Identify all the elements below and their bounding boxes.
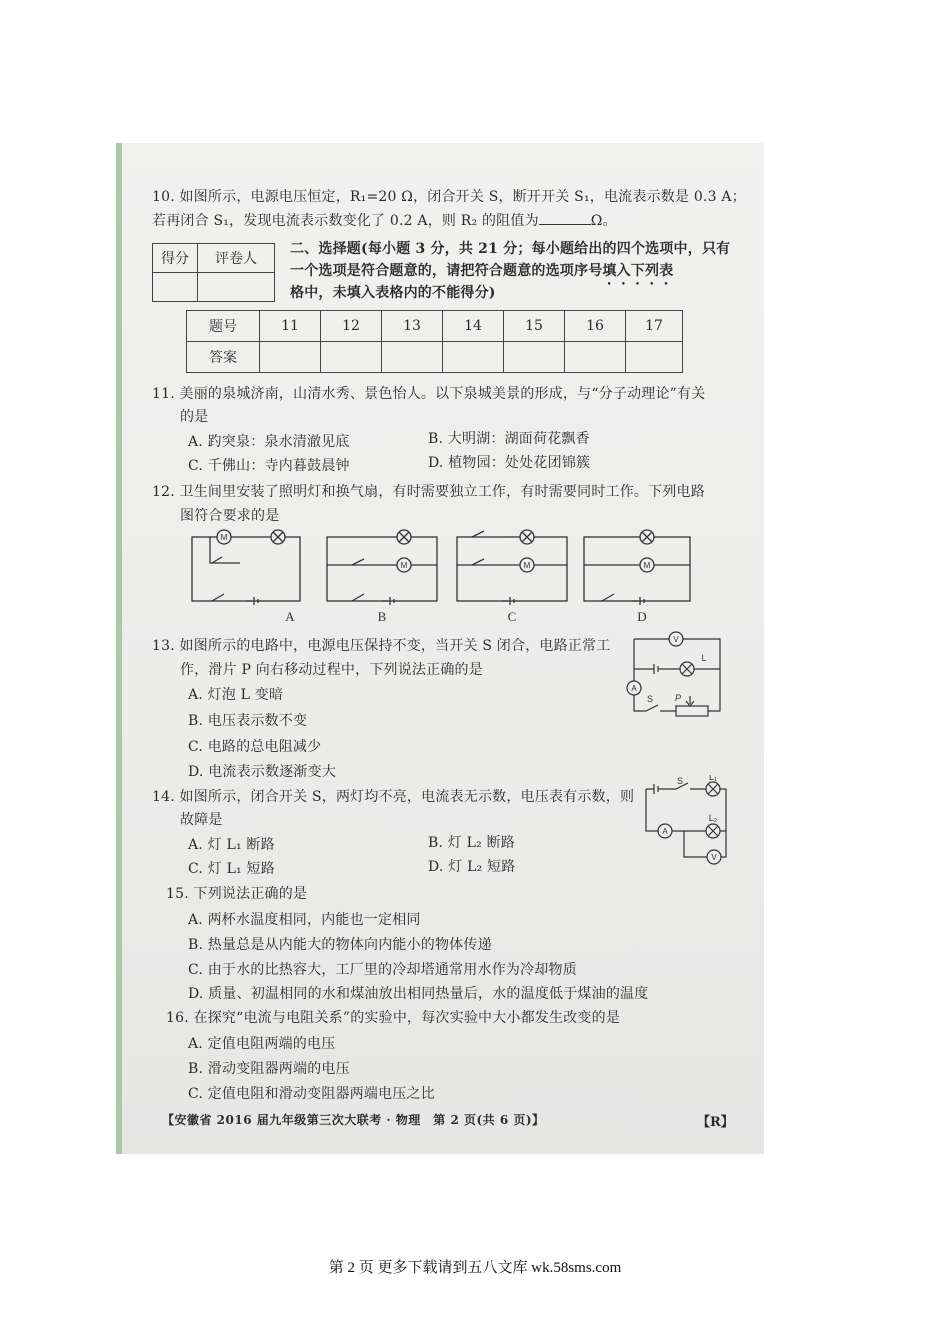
answer-table-answer-label: 答案 [187, 342, 260, 373]
exam-page-mark: 【R】 [697, 1115, 734, 1130]
q14-circuit-diagram [626, 775, 732, 865]
grader-header: 评卷人 [198, 244, 275, 273]
answer-table [186, 310, 683, 373]
answer-cell [626, 342, 683, 373]
q16-stem: 16. 在探究“电流与电阻关系”的实验中，每次实验中大小都发生改变的是 [166, 1010, 621, 1026]
grader-cell [198, 273, 275, 302]
q13-option-d: D. 电流表示数逐渐变大 [188, 764, 337, 780]
circuit-c-motor-label: M [523, 561, 531, 570]
q14-stem-line2: 故障是 [180, 812, 223, 828]
q13-voltmeter-label: V [673, 635, 679, 644]
q10-answer-blank [539, 210, 591, 225]
q16-option-a: A. 定值电阻两端的电压 [188, 1036, 336, 1052]
q11-option-a: A. 趵突泉：泉水清澈见底 [188, 434, 350, 450]
section2-line3: 格中，未填入表格内的不能得分) [290, 285, 496, 301]
score-header: 得分 [153, 244, 198, 273]
q11-option-c: C. 千佛山：寺内暮鼓晨钟 [188, 458, 350, 474]
answer-table-number-label: 题号 [187, 311, 260, 342]
q13-lamp-label: L [701, 653, 707, 663]
q14-lamp1-label: L₁ [708, 775, 718, 782]
document-footer: 第 2 页 更多下载请到五八文库 wk.58sms.com [328, 1260, 622, 1276]
exam-photo [116, 143, 764, 1154]
answer-cell [443, 342, 504, 373]
q14-stem-line1: 14. 如图所示，闭合开关 S，两灯均不亮，电流表无示数，电压表有示数，则 [152, 789, 635, 805]
circuit-b-motor-label: M [400, 561, 408, 570]
section2-line2-text: 一个选项是符合题意的，请把符合题意的选项序号 [290, 263, 603, 279]
q11-option-d: D. 植物园：处处花团锦簇 [428, 455, 591, 471]
circuit-d-label: D [637, 609, 647, 624]
q12-stem-line2: 图符合要求的是 [180, 508, 280, 524]
q15-option-a: A. 两杯水温度相同，内能也一定相同 [188, 912, 421, 928]
q13-option-a: A. 灯泡 L 变暗 [188, 687, 284, 703]
q13-option-b: B. 电压表示数不变 [188, 713, 308, 729]
q13-stem-line1: 13. 如图所示的电路中，电源电压保持不变，当开关 S 闭合，电路正常工 [152, 638, 611, 654]
q13-circuit-diagram [620, 631, 732, 721]
q12-stem-line1: 12. 卫生间里安装了照明灯和换气扇，有时需要独立工作，有时需要同时工作。下列电路 [152, 484, 705, 500]
q14-option-b: B. 灯 L₂ 断路 [428, 835, 515, 851]
q11-stem-line1: 11. 美丽的泉城济南，山清水秀、景色怡人。以下泉城美景的形成，与“分子动理论”有关 [152, 386, 706, 402]
score-cell [153, 273, 198, 302]
circuit-a [192, 530, 300, 605]
q11-stem-line2: 的是 [180, 409, 209, 425]
q13-stem-line2: 作，滑片 P 向右移动过程中，下列说法正确的是 [180, 662, 483, 678]
answer-table-number: 16 [565, 311, 626, 342]
q13-ammeter-label: A [631, 684, 637, 693]
answer-cell [382, 342, 443, 373]
q10-line2-text: 若再闭合 S₁，发现电流表示数变化了 0.2 A，则 R₂ 的阻值为 [152, 213, 539, 229]
exam-page-footer: 【安徽省 2016 届九年级第三次大联考 · 物理 第 2 页(共 6 页)】 [162, 1113, 545, 1127]
answer-table-number: 14 [443, 311, 504, 342]
circuit-b-label: B [377, 609, 387, 624]
q14-option-c: C. 灯 L₁ 短路 [188, 861, 275, 877]
q10-unit: Ω。 [590, 213, 617, 229]
answer-cell [260, 342, 321, 373]
q13-switch-label: S [646, 694, 654, 704]
q15-stem: 15. 下列说法正确的是 [166, 886, 308, 902]
q15-option-b: B. 热量总是从内能大的物体向内能小的物体传递 [188, 937, 492, 953]
circuit-d-motor-label: M [643, 561, 651, 570]
q14-option-a: A. 灯 L₁ 断路 [188, 837, 275, 853]
q14-lamp2-label: L₂ [708, 813, 718, 823]
answer-table-number: 12 [321, 311, 382, 342]
answer-table-number: 13 [382, 311, 443, 342]
section2-line2-emphasis: 填入下列表 [602, 263, 674, 279]
q16-option-c: C. 定值电阻和滑动变阻器两端电压之比 [188, 1086, 435, 1102]
q14-voltmeter-label: V [711, 853, 717, 862]
circuit-c-label: C [507, 609, 517, 624]
score-table [152, 243, 275, 302]
answer-table-number: 11 [260, 311, 321, 342]
circuit-a-motor-label: M [220, 533, 228, 542]
answer-cell [321, 342, 382, 373]
answer-cell [504, 342, 565, 373]
q11-option-b: B. 大明湖：湖面荷花飘香 [428, 431, 590, 447]
q13-slider-label: P [674, 693, 682, 703]
answer-table-number: 15 [504, 311, 565, 342]
circuit-b [327, 530, 437, 605]
q10-line1: 10. 如图所示，电源电压恒定，R₁=20 Ω，闭合开关 S，断开开关 S₁，电流表示数是 0.3 A； [152, 189, 746, 205]
q14-switch-label: S [676, 776, 684, 786]
q12-circuit-diagrams [182, 527, 702, 627]
q14-option-d: D. 灯 L₂ 短路 [428, 859, 516, 875]
answer-table-number: 17 [626, 311, 683, 342]
circuit-a-label: A [285, 609, 295, 624]
q15-option-c: C. 由于水的比热容大，工厂里的冷却塔通常用水作为冷却物质 [188, 962, 577, 978]
answer-cell [565, 342, 626, 373]
q15-option-d: D. 质量、初温相同的水和煤油放出相同热量后，水的温度低于煤油的温度 [188, 986, 649, 1002]
q10-line2 [152, 210, 617, 230]
circuit-d [584, 530, 690, 605]
circuit-c [457, 530, 567, 605]
section2-line1: 二、选择题(每小题 3 分，共 21 分；每小题给出的四个选项中，只有 [290, 241, 731, 257]
q14-ammeter-label: A [662, 827, 668, 836]
q13-option-c: C. 电路的总电阻减少 [188, 739, 322, 755]
q16-option-b: B. 滑动变阻器两端的电压 [188, 1061, 350, 1077]
